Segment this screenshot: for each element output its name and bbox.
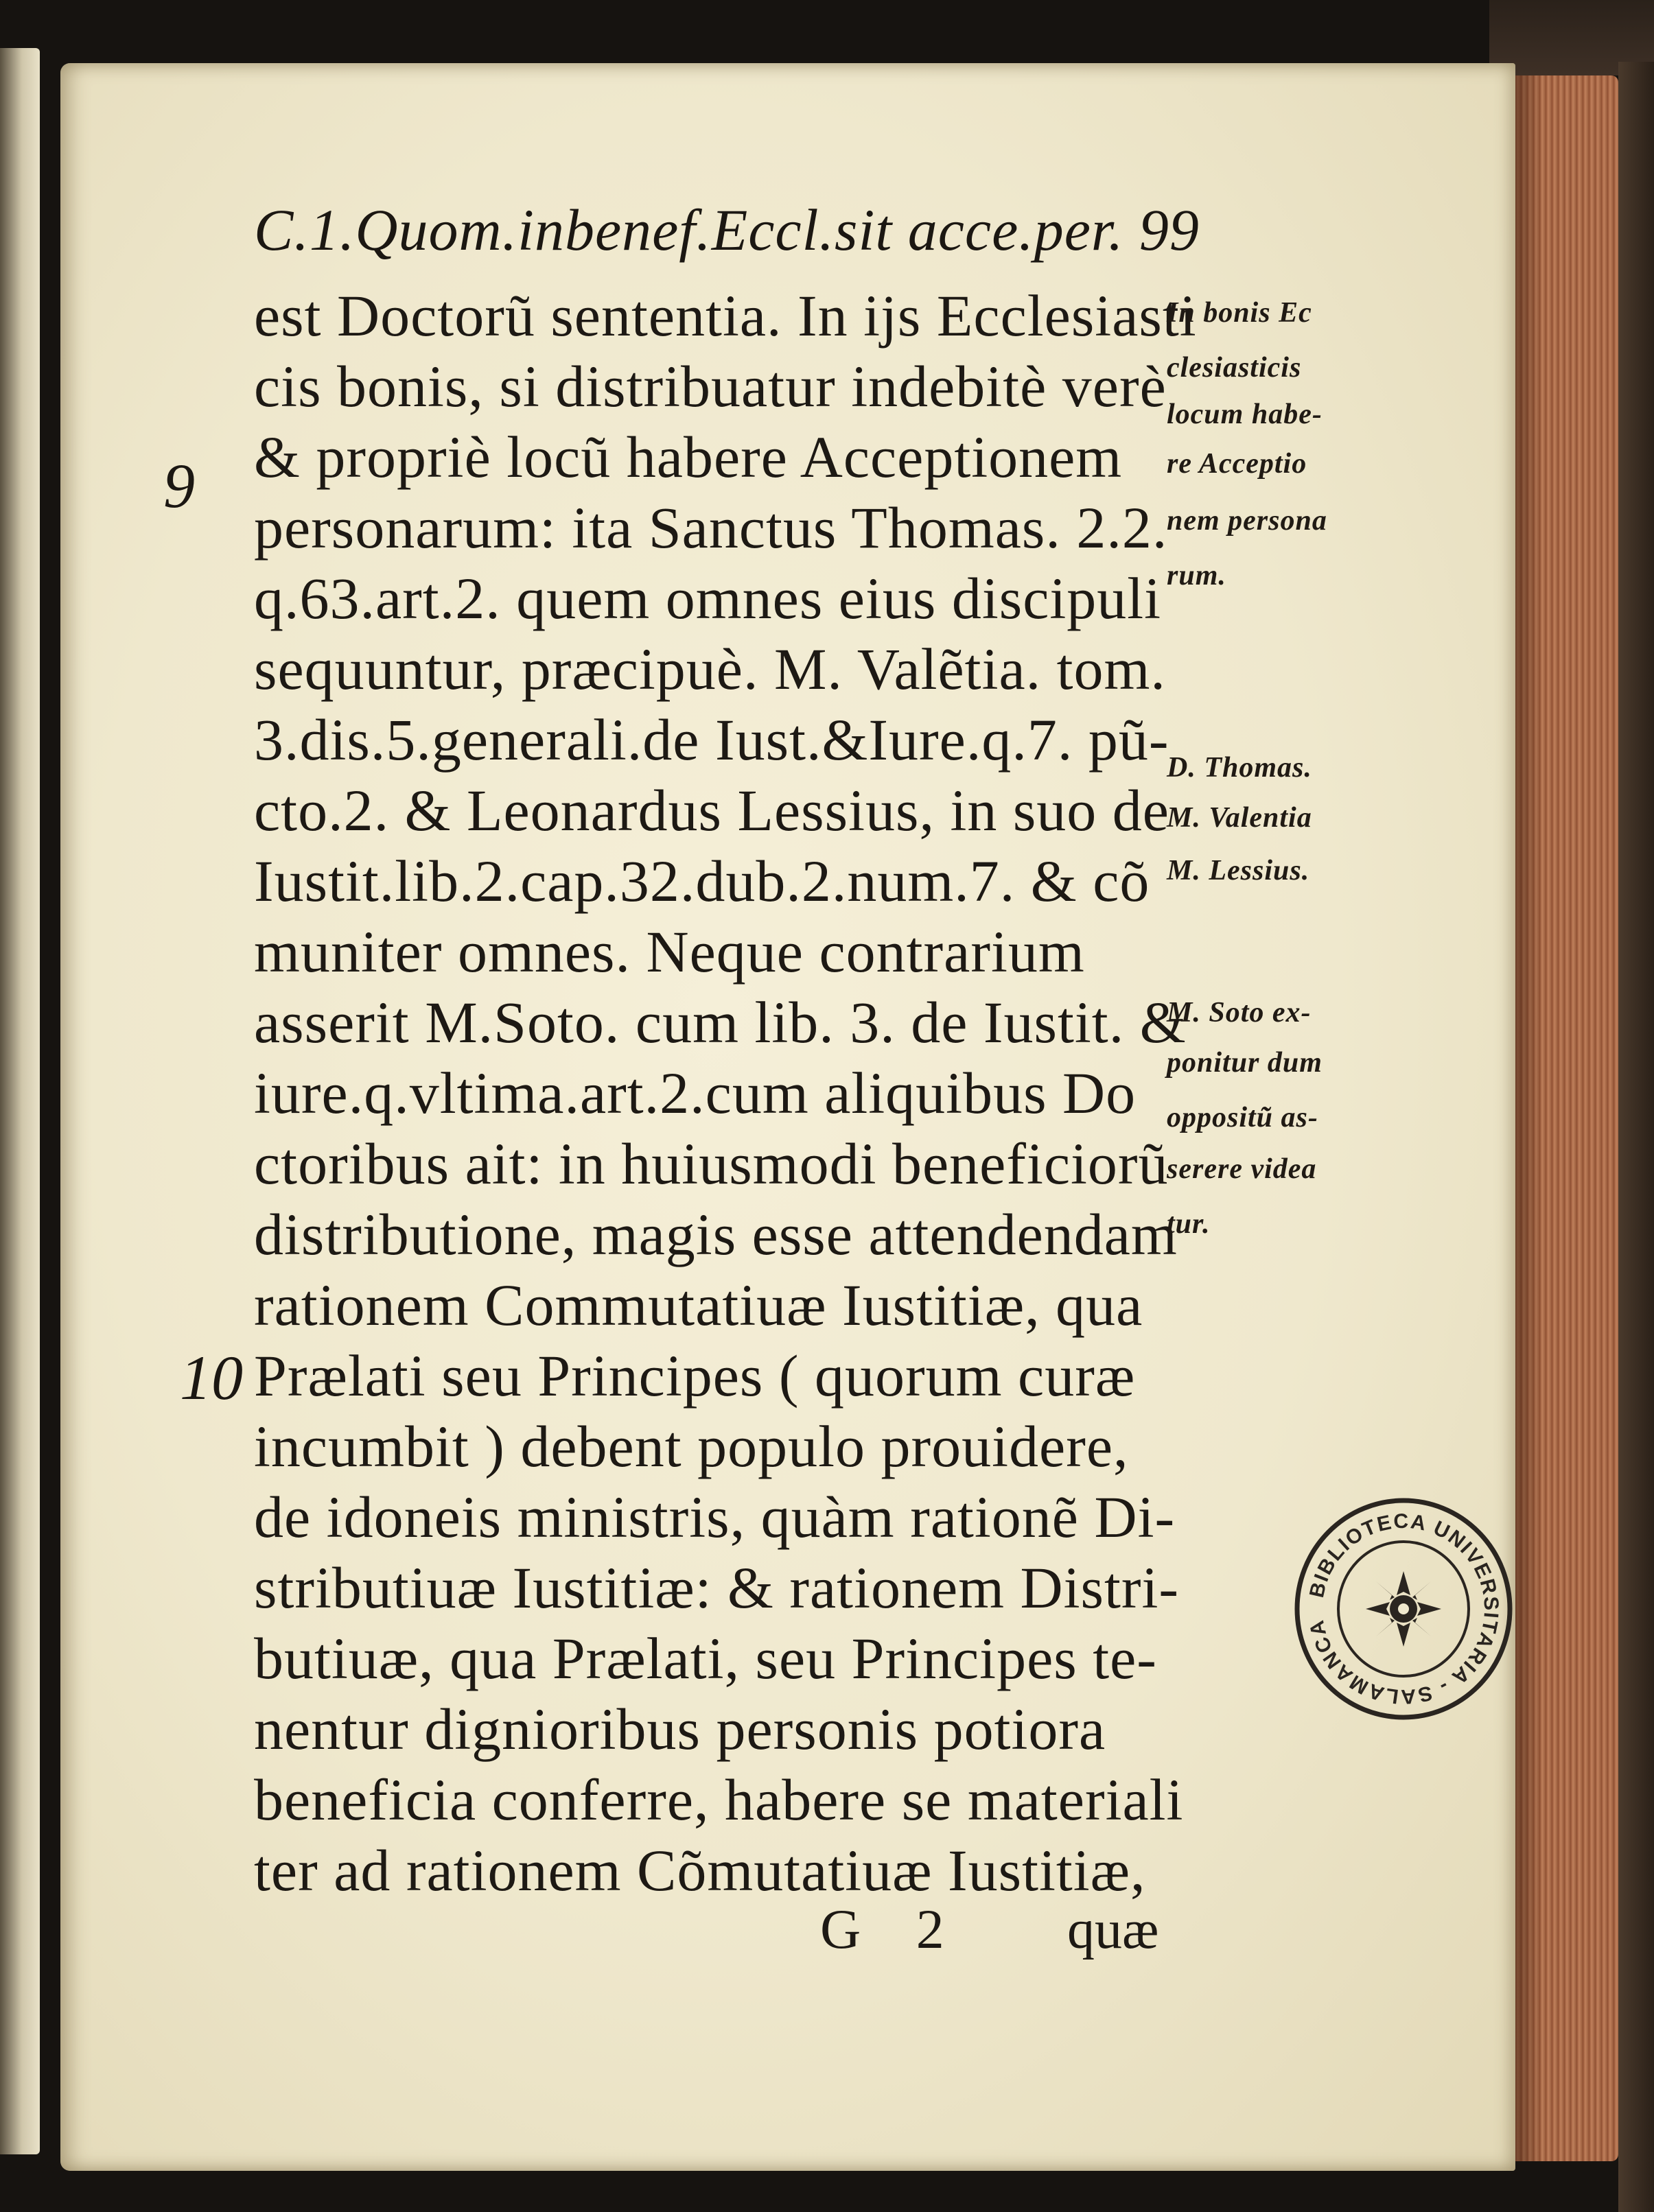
fore-edge-shadow (1515, 75, 1543, 2161)
body-line: muniter omnes. Neque contrarium (254, 919, 1085, 985)
body-line: asserit M.Soto. cum lib. 3. de Iustit. & (254, 989, 1187, 1055)
binding-right (1618, 62, 1654, 2212)
side-note: nem persona (1167, 505, 1327, 537)
body-line: Prælati seu Principes ( quorum curæ (254, 1343, 1136, 1409)
body-line: sequuntur, præcipuè. M. Valẽtia. tom. (254, 636, 1166, 702)
body-line: & propriè locũ habere Acceptionem (254, 424, 1123, 490)
body-line: distributione, magis esse attendendam (254, 1201, 1178, 1267)
library-stamp-graphic (1290, 1496, 1517, 1722)
side-note: ponitur dum (1167, 1047, 1323, 1079)
body-line: ter ad rationem Cõmutatiuæ Iustitiæ, (254, 1837, 1146, 1903)
body-line: iure.q.vltima.art.2.cum aliquibus Do (254, 1060, 1137, 1126)
facing-page-edge (0, 48, 40, 2154)
side-note: In bonis Ec (1167, 297, 1312, 329)
side-note: M. Soto ex- (1167, 997, 1312, 1028)
body-line: nentur dignioribus personis potiora (254, 1696, 1106, 1762)
side-note: locum habe- (1167, 399, 1323, 430)
body-line: ctoribus ait: in huiusmodi beneficiorũ (254, 1131, 1169, 1197)
body-line: butiuæ, qua Prælati, seu Principes te- (254, 1625, 1157, 1691)
running-header: C.1.Quom.inbenef.Eccl.sit acce.per. 99 (254, 197, 1200, 263)
side-note: D. Thomas. (1167, 752, 1312, 784)
side-note: clesiasticis (1167, 352, 1302, 384)
body-line: personarum: ita Sanctus Thomas. 2.2. (254, 495, 1168, 561)
signature-mark: G 2 (820, 1898, 965, 1960)
body-line: beneficia conferre, habere se materiali (254, 1767, 1184, 1833)
body-line: de idoneis ministris, quàm rationẽ Di- (254, 1484, 1176, 1550)
body-line: Iustit.lib.2.cap.32.dub.2.num.7. & cõ (254, 848, 1150, 914)
margin-number: 10 (180, 1343, 243, 1413)
side-note: M. Lessius. (1167, 855, 1310, 886)
stamp-emblem-icon (1366, 1571, 1441, 1647)
library-stamp (1290, 1496, 1517, 1722)
catchword: quæ (1067, 1900, 1159, 1960)
side-note: serere videa (1167, 1153, 1317, 1185)
body-line: cto.2. & Leonardus Lessius, in suo de (254, 777, 1169, 843)
stamp-text: BIBLIOTECA UNIVERSITARIA - SALAMANCA (1305, 1509, 1503, 1708)
body-line: rationem Commutatiuæ Iustitiæ, qua (254, 1272, 1143, 1338)
side-note: re Acceptio (1167, 448, 1307, 480)
side-note: M. Valentia (1167, 802, 1312, 834)
side-note: oppositũ as- (1167, 1102, 1318, 1133)
body-line: stributiuæ Iustitiæ: & rationem Distri- (254, 1555, 1180, 1621)
side-note: tur. (1167, 1208, 1211, 1240)
body-line: 3.dis.5.generali.de Iust.&Iure.q.7. pũ- (254, 707, 1169, 773)
body-line: cis bonis, si distribuatur indebitè verè (254, 353, 1167, 419)
margin-number: 9 (163, 451, 195, 521)
body-line: incumbit ) debent populo prouidere, (254, 1413, 1129, 1479)
side-note: rum. (1167, 560, 1226, 591)
body-line: est Doctorũ sententia. In ijs Ecclesiasti (254, 283, 1197, 349)
body-line: q.63.art.2. quem omnes eius discipuli (254, 565, 1162, 631)
